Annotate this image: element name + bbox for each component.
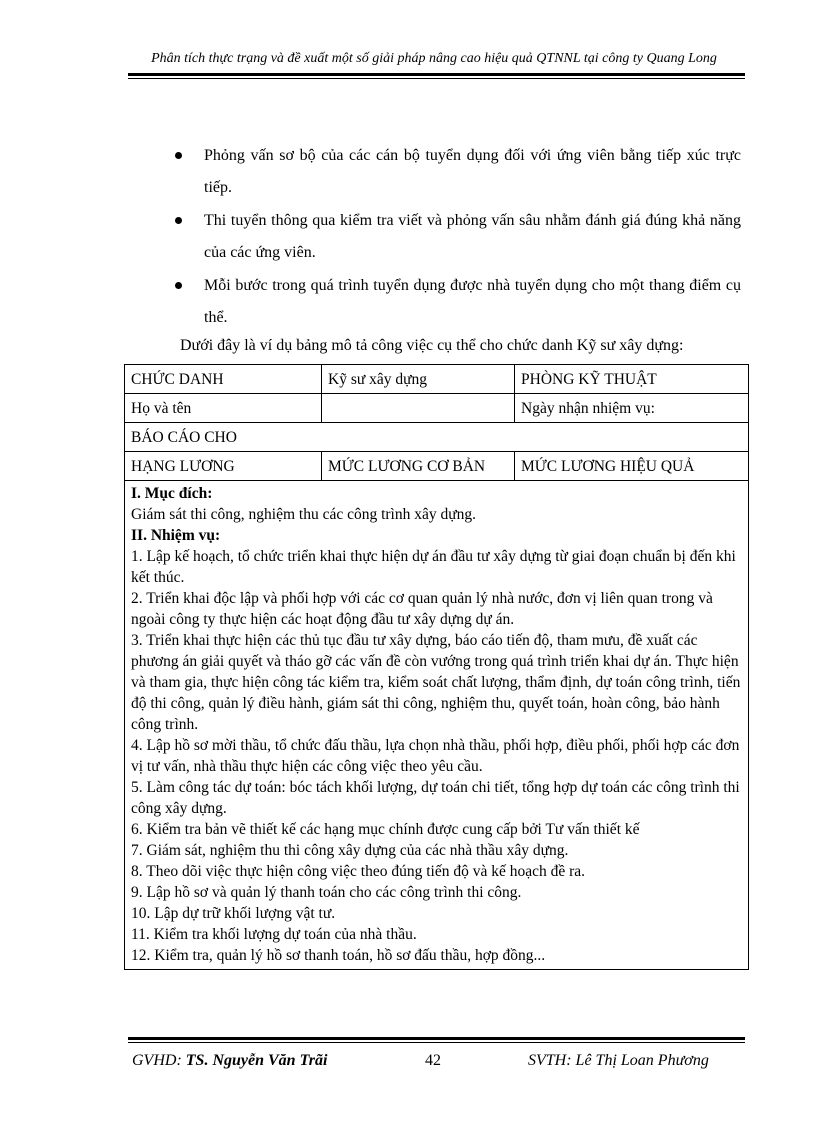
duty-item: 11. Kiểm tra khối lượng dự toán của nhà thầu.: [131, 926, 417, 943]
table-row: [125, 481, 749, 970]
bullet-text: Mỗi bước trong quá trình tuyển dụng được nhà tuyển dụng cho một thang điểm cụ thể.: [204, 277, 741, 326]
table-row: [125, 423, 749, 452]
duty-item: 10. Lập dự trữ khối lượng vật tư.: [131, 905, 336, 922]
duty-item: 7. Giám sát, nghiệm thu thi công xây dựng của các nhà thầu xây dựng.: [131, 842, 569, 859]
table-cell: CHỨC DANH: [125, 365, 322, 394]
table-cell: Ngày nhận nhiệm vụ:: [515, 394, 749, 423]
bullet-list: [175, 140, 741, 335]
list-item: [175, 205, 741, 269]
footer-teacher: [132, 1052, 327, 1070]
bullet-icon: [175, 217, 182, 224]
bullet-text: Thi tuyển thông qua kiểm tra viết và phỏng vấn sâu nhằm đánh giá đúng khả năng của các ứng viên.: [204, 212, 741, 261]
purpose-heading: I. Mục đích:: [131, 485, 213, 502]
header-divider-thin: [128, 78, 745, 79]
table-cell: MỨC LƯƠNG HIỆU QUẢ: [515, 452, 749, 481]
duty-item: 3. Triển khai thực hiện các thủ tục đầu tư xây dựng, báo cáo tiến độ, tham mưu, đề xuất các phương án giải quyết và tháo gỡ các vấn đề còn vướng trong quá trình triển khai dự án. Thực hiện và tham gia, thực hiện công tác kiểm tra, kiểm soát chất lượng, thẩm định, dự toán công trình, tiến độ thi công, quản lý điều hành, giám sát thi công, nghiệm thu, quyết toán, hoàn công, bảo hành công trình.: [131, 632, 741, 733]
duty-item: 2. Triển khai độc lập và phối hợp với các cơ quan quản lý nhà nước, đơn vị liên quan trong và ngoài công ty thực hiện các hoạt động đầu tư xây dựng dự án.: [131, 590, 713, 628]
bullet-icon: [175, 152, 182, 159]
page-number: 42: [425, 1052, 441, 1069]
duties-heading: II. Nhiệm vụ:: [131, 527, 221, 544]
duty-item: 12. Kiểm tra, quản lý hồ sơ thanh toán, hồ sơ đấu thầu, hợp đồng...: [131, 947, 546, 964]
purpose-text: Giám sát thi công, nghiệm thu các công trình xây dựng.: [131, 506, 477, 523]
page-header-title: Phân tích thực trạng và đề xuất một số giải pháp nâng cao hiệu quả QTNNL tại công ty Quang Long: [151, 51, 717, 66]
table-cell: Họ và tên: [125, 394, 322, 423]
duty-item: 4. Lập hồ sơ mời thầu, tổ chức đấu thầu, lựa chọn nhà thầu, phối hợp, điều phối, phối hợp các đơn vị tư vấn, nhà thầu thực hiện các công việc theo yêu cầu.: [131, 737, 740, 775]
table-cell: Kỹ sư xây dựng: [322, 365, 515, 394]
table-row: [125, 452, 749, 481]
table-row: [125, 394, 749, 423]
header-divider: [128, 73, 745, 76]
duty-item: 1. Lập kế hoạch, tổ chức triển khai thực hiện dự án đầu tư xây dựng từ giai đoạn chuẩn bị đến khi kết thúc.: [131, 548, 736, 586]
table-cell: PHÒNG KỸ THUẬT: [515, 365, 749, 394]
footer-student: SVTH: Lê Thị Loan Phương: [528, 1052, 709, 1069]
duty-item: 8. Theo dõi việc thực hiện công việc theo đúng tiến độ và kế hoạch đề ra.: [131, 863, 586, 880]
teacher-name: TS. Nguyễn Văn Trãi: [185, 1052, 328, 1069]
footer-divider: [128, 1037, 745, 1040]
intro-paragraph: Dưới đây là ví dụ bảng mô tả công việc cụ thể cho chức danh Kỹ sư xây dựng:: [180, 337, 684, 354]
duty-item: 6. Kiểm tra bản vẽ thiết kế các hạng mục chính được cung cấp bởi Tư vấn thiết kế: [131, 821, 640, 838]
bullet-text: Phỏng vấn sơ bộ của các cán bộ tuyển dụng đối với ứng viên bằng tiếp xúc trực tiếp.: [204, 147, 741, 196]
bullet-icon: [175, 282, 182, 289]
duty-item: 9. Lập hồ sơ và quản lý thanh toán cho các công trình thi công.: [131, 884, 522, 901]
duty-item: 5. Làm công tác dự toán: bóc tách khối lượng, dự toán chi tiết, tổng hợp dự toán các công trình thi công xây dựng.: [131, 779, 740, 817]
table-row: [125, 365, 749, 394]
table-cell: HẠNG LƯƠNG: [125, 452, 322, 481]
table-cell: BÁO CÁO CHO: [125, 423, 749, 452]
job-description-table: [124, 364, 749, 970]
list-item: [175, 270, 741, 334]
teacher-label: GVHD:: [132, 1052, 182, 1069]
footer-divider-thin: [128, 1042, 745, 1043]
table-cell: MỨC LƯƠNG CƠ BẢN: [322, 452, 515, 481]
job-description-cell: [125, 481, 749, 970]
list-item: [175, 140, 741, 204]
table-cell: [322, 394, 515, 423]
